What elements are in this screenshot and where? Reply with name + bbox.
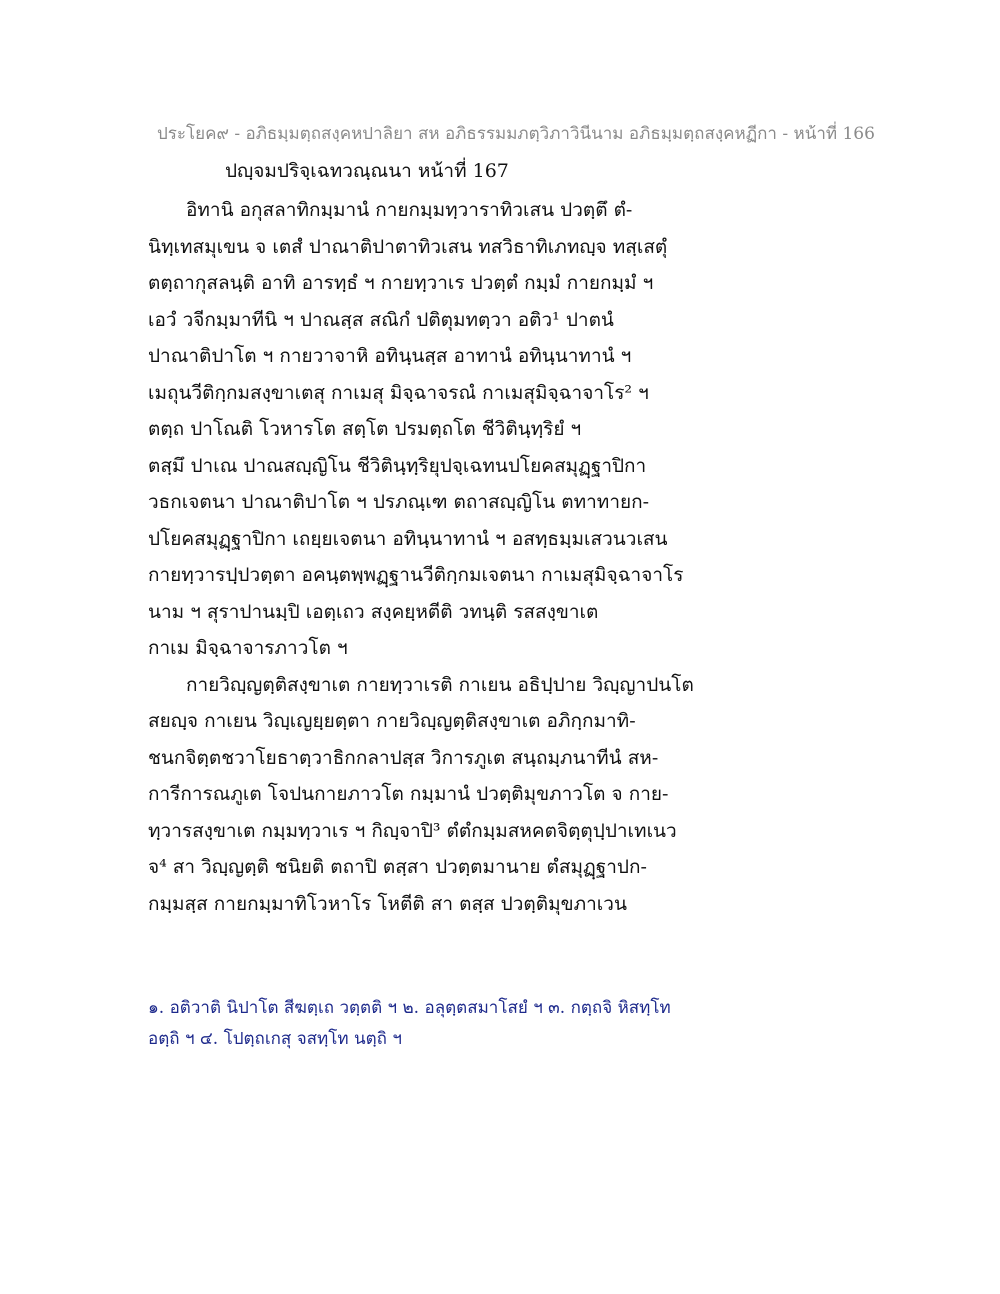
text-line: ปโยคสมุฏฺฐาปิกา เถยฺยเจตนา อทินฺนาทานํ ฯ อสทฺธมฺมเสวนวเสน [148,527,668,550]
footnote-line: อตฺถิ ฯ ๔. โปตฺถเกสุ จสทฺโท นตฺถิ ฯ [148,1029,402,1049]
text-line: กมฺมสฺส กายกมฺมาทิโวหาโร โหตีติ สา ตสฺส ปวตฺติมุขภาเวน [148,892,627,915]
text-line: ทฺวารสงฺขาเต กมฺมทฺวาเร ฯ กิญฺจาปิ³ ตํตํกมฺมสหคตจิตฺตุปฺปาเทเนว [148,819,677,842]
text-line: นาม ฯ สุราปานมฺปิ เอตฺเถว สงฺคยฺหตีติ วทนฺติ รสสงฺขาเต [148,600,599,623]
text-line: ตตฺถากุสลนฺติ อาทิ อารทฺธํ ฯ กายทฺวาเร ปวตฺตํ กมฺมํ กายกมฺมํ ฯ [148,272,654,294]
text-line: เอวํ วจีกมฺมาทีนิ ฯ ปาณสฺส สณิกํ ปติตุมทตฺวา อติว¹ ปาตนํ [148,308,614,331]
text-line: ชนกจิตฺตชวาโยธาตฺวาธิกกลาปสฺส วิการภูเต สนฺถมฺภนาทีนํ สห- [148,746,659,769]
text-line: เมถุนวีติกฺกมสงฺขาเตสุ กาเมสุ มิจฺฉาจรณํ กาเมสุมิจฺฉาจาโร² ฯ [148,381,649,404]
text-line: วธกเจตนา ปาณาติปาโต ฯ ปรภณฺเฑ ตถาสญฺญิโน ตทาทายก- [148,491,650,513]
text-line: จ⁴ สา วิญฺญตฺติ ชนิยติ ตถาปิ ตสฺสา ปวตฺตมานาย ตํสมุฏฺฐาปก- [148,856,647,878]
text-line: ตสฺมึ ปาเณ ปาณสญฺญิโน ชีวิตินฺทฺริยุปจฺเฉทนปโยคสมุฏฺฐาปิกา [148,454,647,477]
text-line: กายวิญฺญตฺติสงฺขาเต กายทฺวาเรติ กาเยน อธิปฺปาย วิญฺญาปนโต [186,673,694,696]
text-line: ตตฺถ ปาโณติ โวหารโต สตฺโต ปรมตฺถโต ชีวิตินฺทฺริยํ ฯ [148,418,582,440]
text-line: สยญฺจ กาเยน วิญฺเญยฺยตฺตา กายวิญฺญตฺติสงฺขาเต อภิกฺกมาทิ- [148,710,636,732]
text-line: อิทานิ อกุสลาทิกมฺมานํ กายกมฺมทฺวาราทิวเสน ปวตฺตึ ตํ- [186,199,633,221]
text-line: นิทฺเทสมุเขน จ เตสํ ปาณาติปาตาทิวเสน ทสวิธาทิเภทญฺจ ทสฺเสตุํ [148,235,668,258]
text-line: กาเม มิจฺฉาจารภาวโต ฯ [148,637,348,659]
footnote-line: ๑. อติวาติ นิปาโต สีฆตฺเถ วตฺตติ ฯ ๒. อลุตฺตสมาโสยํ ฯ ๓. กตฺถจิ หิสทฺโท [148,998,671,1018]
chapter-title: ปญฺจมปริจฺเฉทวณฺณนา หน้าที่ 167 [225,160,509,182]
text-line: การีการณภูเต โจปนกายภาวโต กมฺมานํ ปวตฺติมุขภาวโต จ กาย- [148,783,669,805]
text-line: ปาณาติปาโต ฯ กายวาจาหิ อทินฺนสฺส อาทานํ อทินฺนาทานํ ฯ [148,345,632,367]
body-text [148,192,708,922]
text-line: กายทฺวารปฺปวตฺตา อคนฺตพฺพฏฺฐานวีติกฺกมเจตนา กาเมสุมิจฺฉาจาโร [148,564,684,586]
running-header: ประโยค๙ - อภิธมฺมตฺถสงฺคหปาลิยา สห อภิธรรมมภตฺวิภาวินีนาม อภิธมฺมตฺถสงฺคหฏีกา - หน้าที่ 166 [157,124,875,144]
footnotes [148,993,708,1055]
